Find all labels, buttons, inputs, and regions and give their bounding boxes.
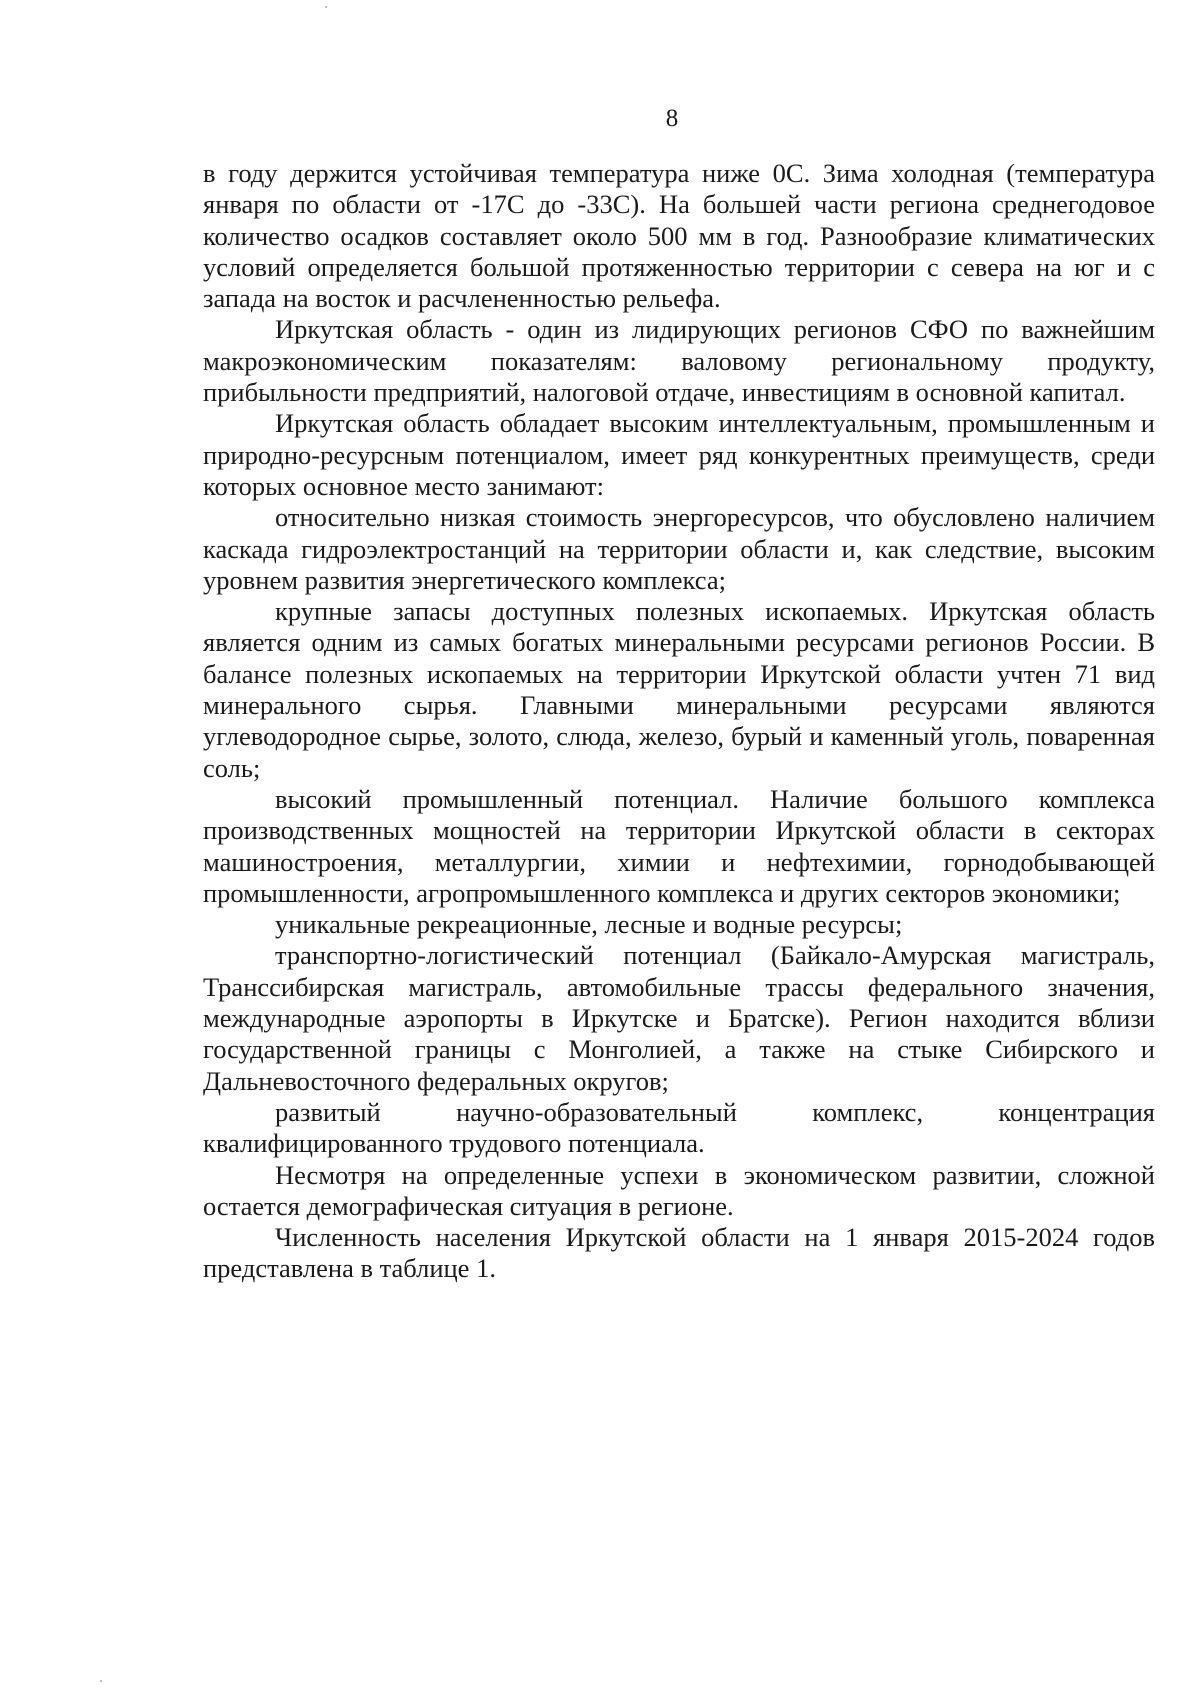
- paragraph-transport: транспортно-логистический потенциал (Байкало-Амурская магистраль, Транссибирская магистраль, автомобильные трассы федерального значения, международные аэропорты в Иркутске и Братске). Регион находится вблизи государственной границы с Монголией, а также на стыке Сибирского и Дальневосточного федеральных округов;: [203, 940, 1155, 1096]
- document-body: [203, 158, 1155, 1285]
- paragraph-economy: Иркутская область - один из лидирующих регионов СФО по важнейшим макроэкономическим показателям: валовому региональному продукту, прибыльности предприятий, налоговой отдаче, инвестициям в основной капитал.: [203, 314, 1155, 408]
- paragraph-resources: уникальные рекреационные, лесные и водные ресурсы;: [275, 909, 903, 940]
- paragraph-potential: Иркутская область обладает высоким интеллектуальным, промышленным и природно-ресурсным потенциалом, имеет ряд конкурентных преимуществ, среди которых основное место занимают:: [203, 408, 1155, 501]
- paragraph-population: Численность населения Иркутской области на 1 января 2015-2024 годов представлена в таблице 1.: [203, 1222, 1155, 1284]
- paragraph-minerals: крупные запасы доступных полезных ископаемых. Иркутская область является одним из самых богатых минеральными ресурсами регионов России. В балансе полезных ископаемых на территории Иркутской области учтен 71 вид минерального сырья. Главными минеральными ресурсами являются углеводородное сырье, золото, слюда, железо, бурый и каменный уголь, поваренная соль;: [203, 596, 1155, 783]
- paragraph-science: развитый научно-образовательный комплекс, концентрация квалифицированного трудового потенциала.: [203, 1096, 1155, 1159]
- paragraph-industry: высокий промышленный потенциал. Наличие большого комплекса производственных мощностей на территории Иркутской области в секторах машиностроения, металлургии, химии и нефтехимии, горнодобывающей промышленности, агропромышленного комплекса и других секторов экономики;: [203, 783, 1155, 908]
- paragraph-demography: Несмотря на определенные успехи в экономическом развитии, сложной остается демографическая ситуация в регионе.: [203, 1159, 1155, 1221]
- paragraph-energy: относительно низкая стоимость энергоресурсов, что обусловлено наличием каскада гидроэлектростанций на территории области и, как следствие, высоким уровнем развития энергетического комплекса;: [203, 502, 1155, 595]
- paragraph-climate: в году держится устойчивая температура ниже 0С. Зима холодная (температура января по области от -17С до -33С). На большей части региона среднегодовое количество осадков составляет около 500 мм в год. Разнообразие климатических условий определяется большой протяженностью территории с севера на юг и с запада на восток и расчлененностью рельефа.: [203, 158, 1155, 314]
- scan-speck: [325, 6, 327, 8]
- scan-speck: [100, 1680, 102, 1682]
- page-number: 8: [665, 105, 679, 132]
